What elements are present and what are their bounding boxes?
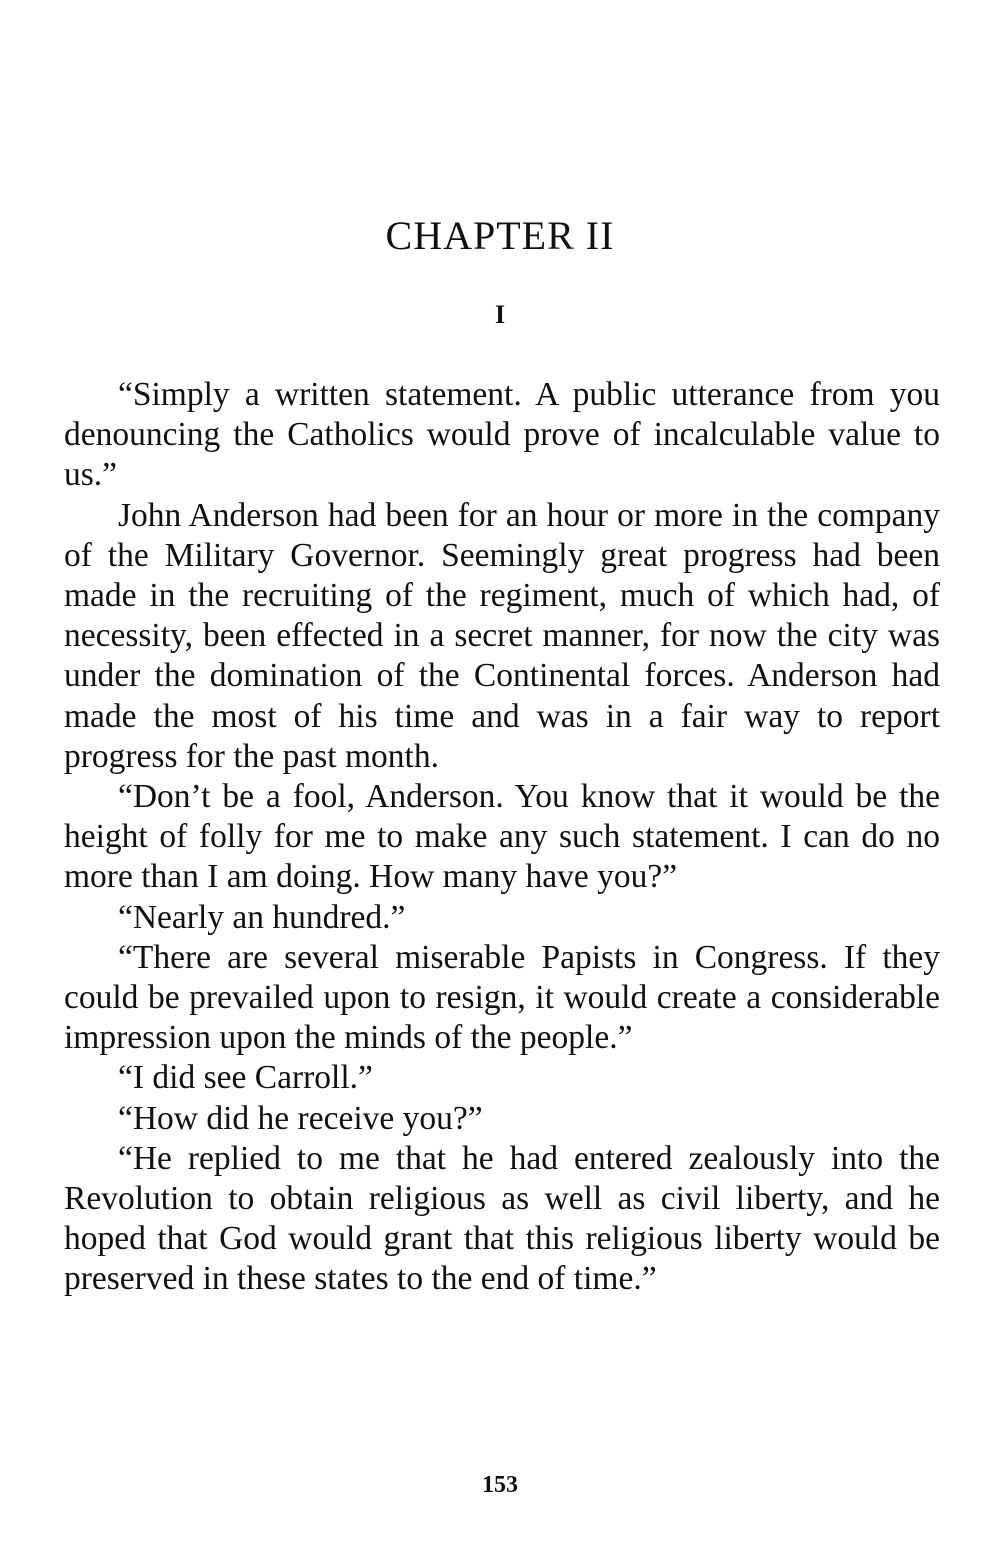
paragraph: “I did see Carroll.”	[118, 1059, 373, 1097]
chapter-title: CHAPTER II	[385, 213, 615, 258]
page-number: 153	[482, 1472, 518, 1498]
paragraph: “There are several miserable Papists in Congress. If they could be prevailed upon to resign, it would create a considerable impression upon the minds of the people.”	[64, 938, 940, 1057]
paragraph: “Nearly an hundred.”	[118, 898, 406, 936]
section-number: I	[494, 300, 506, 329]
paragraph: “Don’t be a fool, Anderson. You know that it would be the height of folly for me to make any such statement. I can do no more than I am doing. How many have you?”	[64, 778, 940, 896]
paragraph: “Simply a written statement. A public utterance from you denouncing the Catholics would prove of incalculable value to us.”	[64, 376, 940, 494]
paragraph: “He replied to me that he had entered zealously into the Revolution to obtain religious as well as civil liberty, and he hoped that God would grant that this religious liberty would be preserved in these states to the end of time.”	[64, 1139, 940, 1298]
body-text	[64, 375, 940, 1300]
paragraph: John Anderson had been for an hour or more in the company of the Military Governor. Seemingly great progress had been made in the recruiting of the regiment, much of which had, of necessity, been effected in a secret manner, for now the city was under the domination of the Continental forces. Anderson had made the most of his time and was in a fair way to report progress for the past month.	[64, 496, 940, 775]
paragraph: “How did he receive you?”	[118, 1099, 483, 1137]
